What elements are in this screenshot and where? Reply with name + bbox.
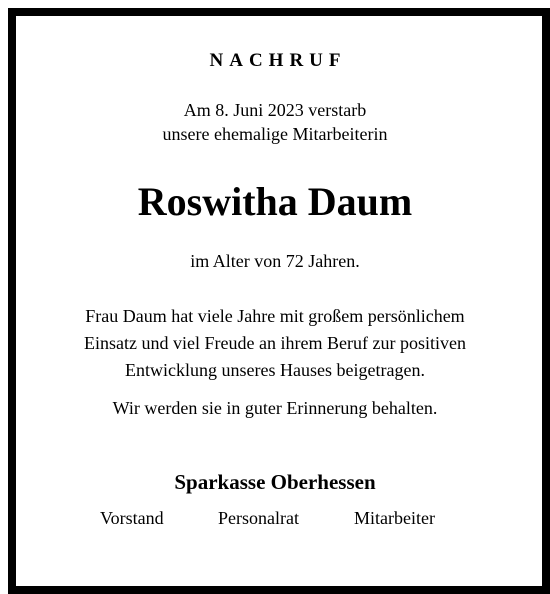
closing-line: Wir werden sie in guter Erinnerung behalten. <box>112 398 438 418</box>
age-line: im Alter von 72 Jahren. <box>190 251 360 271</box>
signer-staff-council: Personalrat <box>218 508 299 528</box>
tribute-line-2: Einsatz und viel Freude an ihrem Beruf zur positiven <box>84 333 466 353</box>
organization-name: Sparkasse Oberhessen <box>174 470 376 494</box>
tribute-line-1: Frau Daum hat viele Jahre mit großem persönlichem <box>85 306 465 326</box>
notice-heading: NACHRUF <box>209 50 347 71</box>
intro-line-role: unsere ehemalige Mitarbeiterin <box>162 124 388 144</box>
tribute-line-3: Entwicklung unseres Hauses beigetragen. <box>125 360 425 380</box>
deceased-name: Roswitha Daum <box>137 179 413 224</box>
intro-line-date: Am 8. Juni 2023 verstarb <box>183 100 367 120</box>
signer-board: Vorstand <box>100 508 164 528</box>
signer-employees: Mitarbeiter <box>354 508 435 528</box>
